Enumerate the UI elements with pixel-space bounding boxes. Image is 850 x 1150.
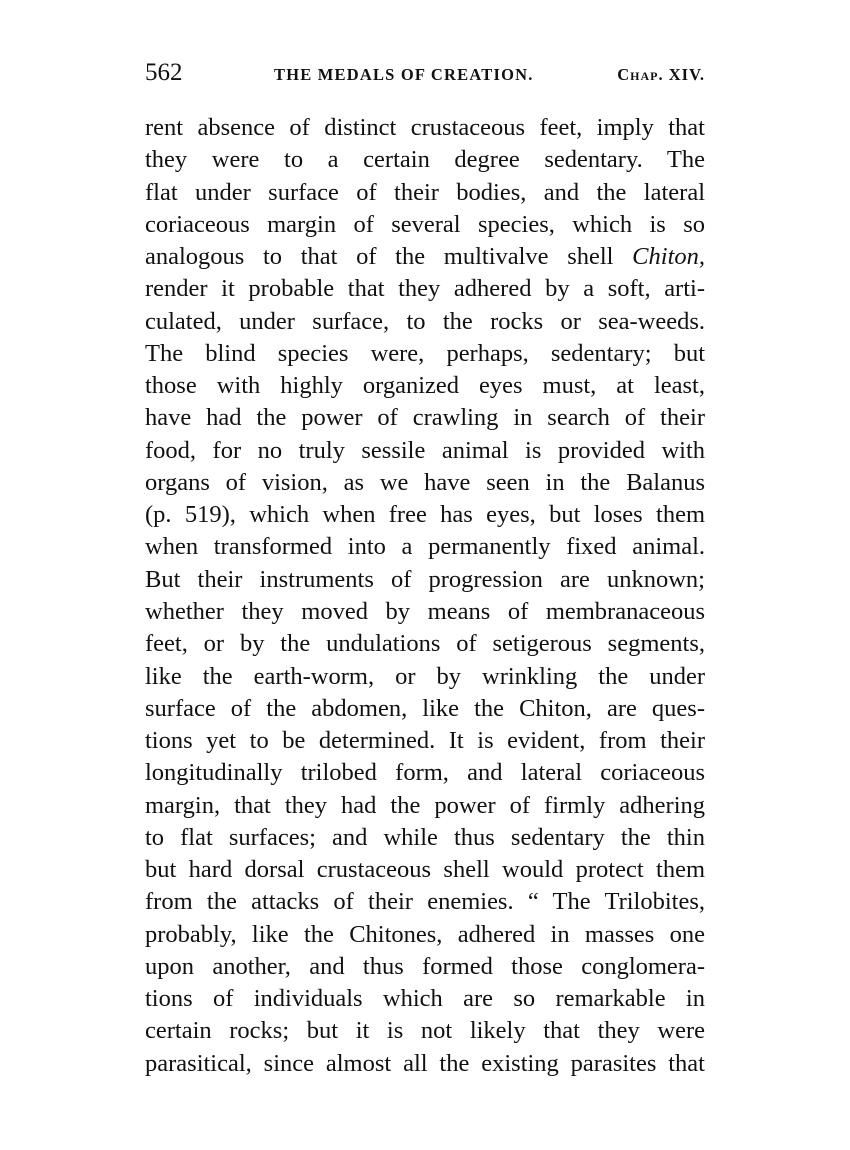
- text-line: culated, under surface, to the rocks or sea-weeds.: [145, 307, 705, 335]
- text-line: organs of vision, as we have seen in the Balanus: [145, 468, 705, 496]
- text-line: (p. 519), which when free has eyes, but loses them: [145, 501, 705, 529]
- text-line: those with highly organized eyes must, at least,: [145, 372, 705, 400]
- text-line: margin, that they had the power of firmly adhering: [145, 791, 705, 819]
- text-line: tions of individuals which are so remarkable in: [145, 985, 705, 1013]
- text-line: flat under surface of their bodies, and the lateral: [145, 178, 705, 206]
- body-text: [145, 112, 705, 1080]
- text-line: longitudinally trilobed form, and lateral coriaceous: [145, 759, 705, 787]
- page-number: 562: [145, 59, 183, 86]
- text-line-with-italic: [145, 241, 705, 273]
- text-line: rent absence of distinct crustaceous feet, imply that: [145, 114, 705, 141]
- text-line: certain rocks; but it is not likely that they were: [145, 1017, 705, 1045]
- text-line: surface of the abdomen, like the Chiton, are ques-: [145, 694, 705, 722]
- text-line: feet, or by the undulations of setigerous segments,: [145, 630, 705, 658]
- text-line: coriaceous margin of several species, which is so: [145, 210, 705, 238]
- text-line: to flat surfaces; and while thus sedentary the thin: [145, 823, 705, 851]
- text-line: whether they moved by means of membranaceous: [145, 597, 705, 625]
- text-line: tions yet to be determined. It is evident, from their: [145, 727, 705, 755]
- text-line: but hard dorsal crustaceous shell would protect them: [145, 856, 705, 884]
- text-line: render it probable that they adhered by a soft, arti-: [145, 275, 705, 303]
- text-line: upon another, and thus formed those conglomera-: [145, 952, 705, 980]
- text-line: parasitical, since almost all the existing parasites that: [145, 1049, 705, 1077]
- text-line: when transformed into a permanently fixed animal.: [145, 533, 705, 561]
- running-head: [145, 58, 705, 92]
- running-title: THE MEDALS OF CREATION.: [274, 65, 534, 84]
- text-line: But their instruments of progression are unknown;: [145, 565, 705, 593]
- italic-word: Chiton,: [632, 243, 705, 271]
- text-line: from the attacks of their enemies. “ The Trilobites,: [145, 888, 705, 916]
- text-line: The blind species were, perhaps, sedentary; but: [145, 339, 705, 367]
- text-line: like the earth-worm, or by wrinkling the under: [145, 662, 705, 690]
- text-line: they were to a certain degree sedentary. The: [145, 146, 705, 174]
- text-line: food, for no truly sessile animal is provided with: [145, 436, 705, 464]
- chapter-label: Chap. XIV.: [617, 65, 705, 84]
- text-line: have had the power of crawling in search of their: [145, 404, 705, 432]
- text-line: probably, like the Chitones, adhered in masses one: [145, 920, 705, 948]
- text-segment: analogous to that of the multivalve shell: [145, 243, 614, 271]
